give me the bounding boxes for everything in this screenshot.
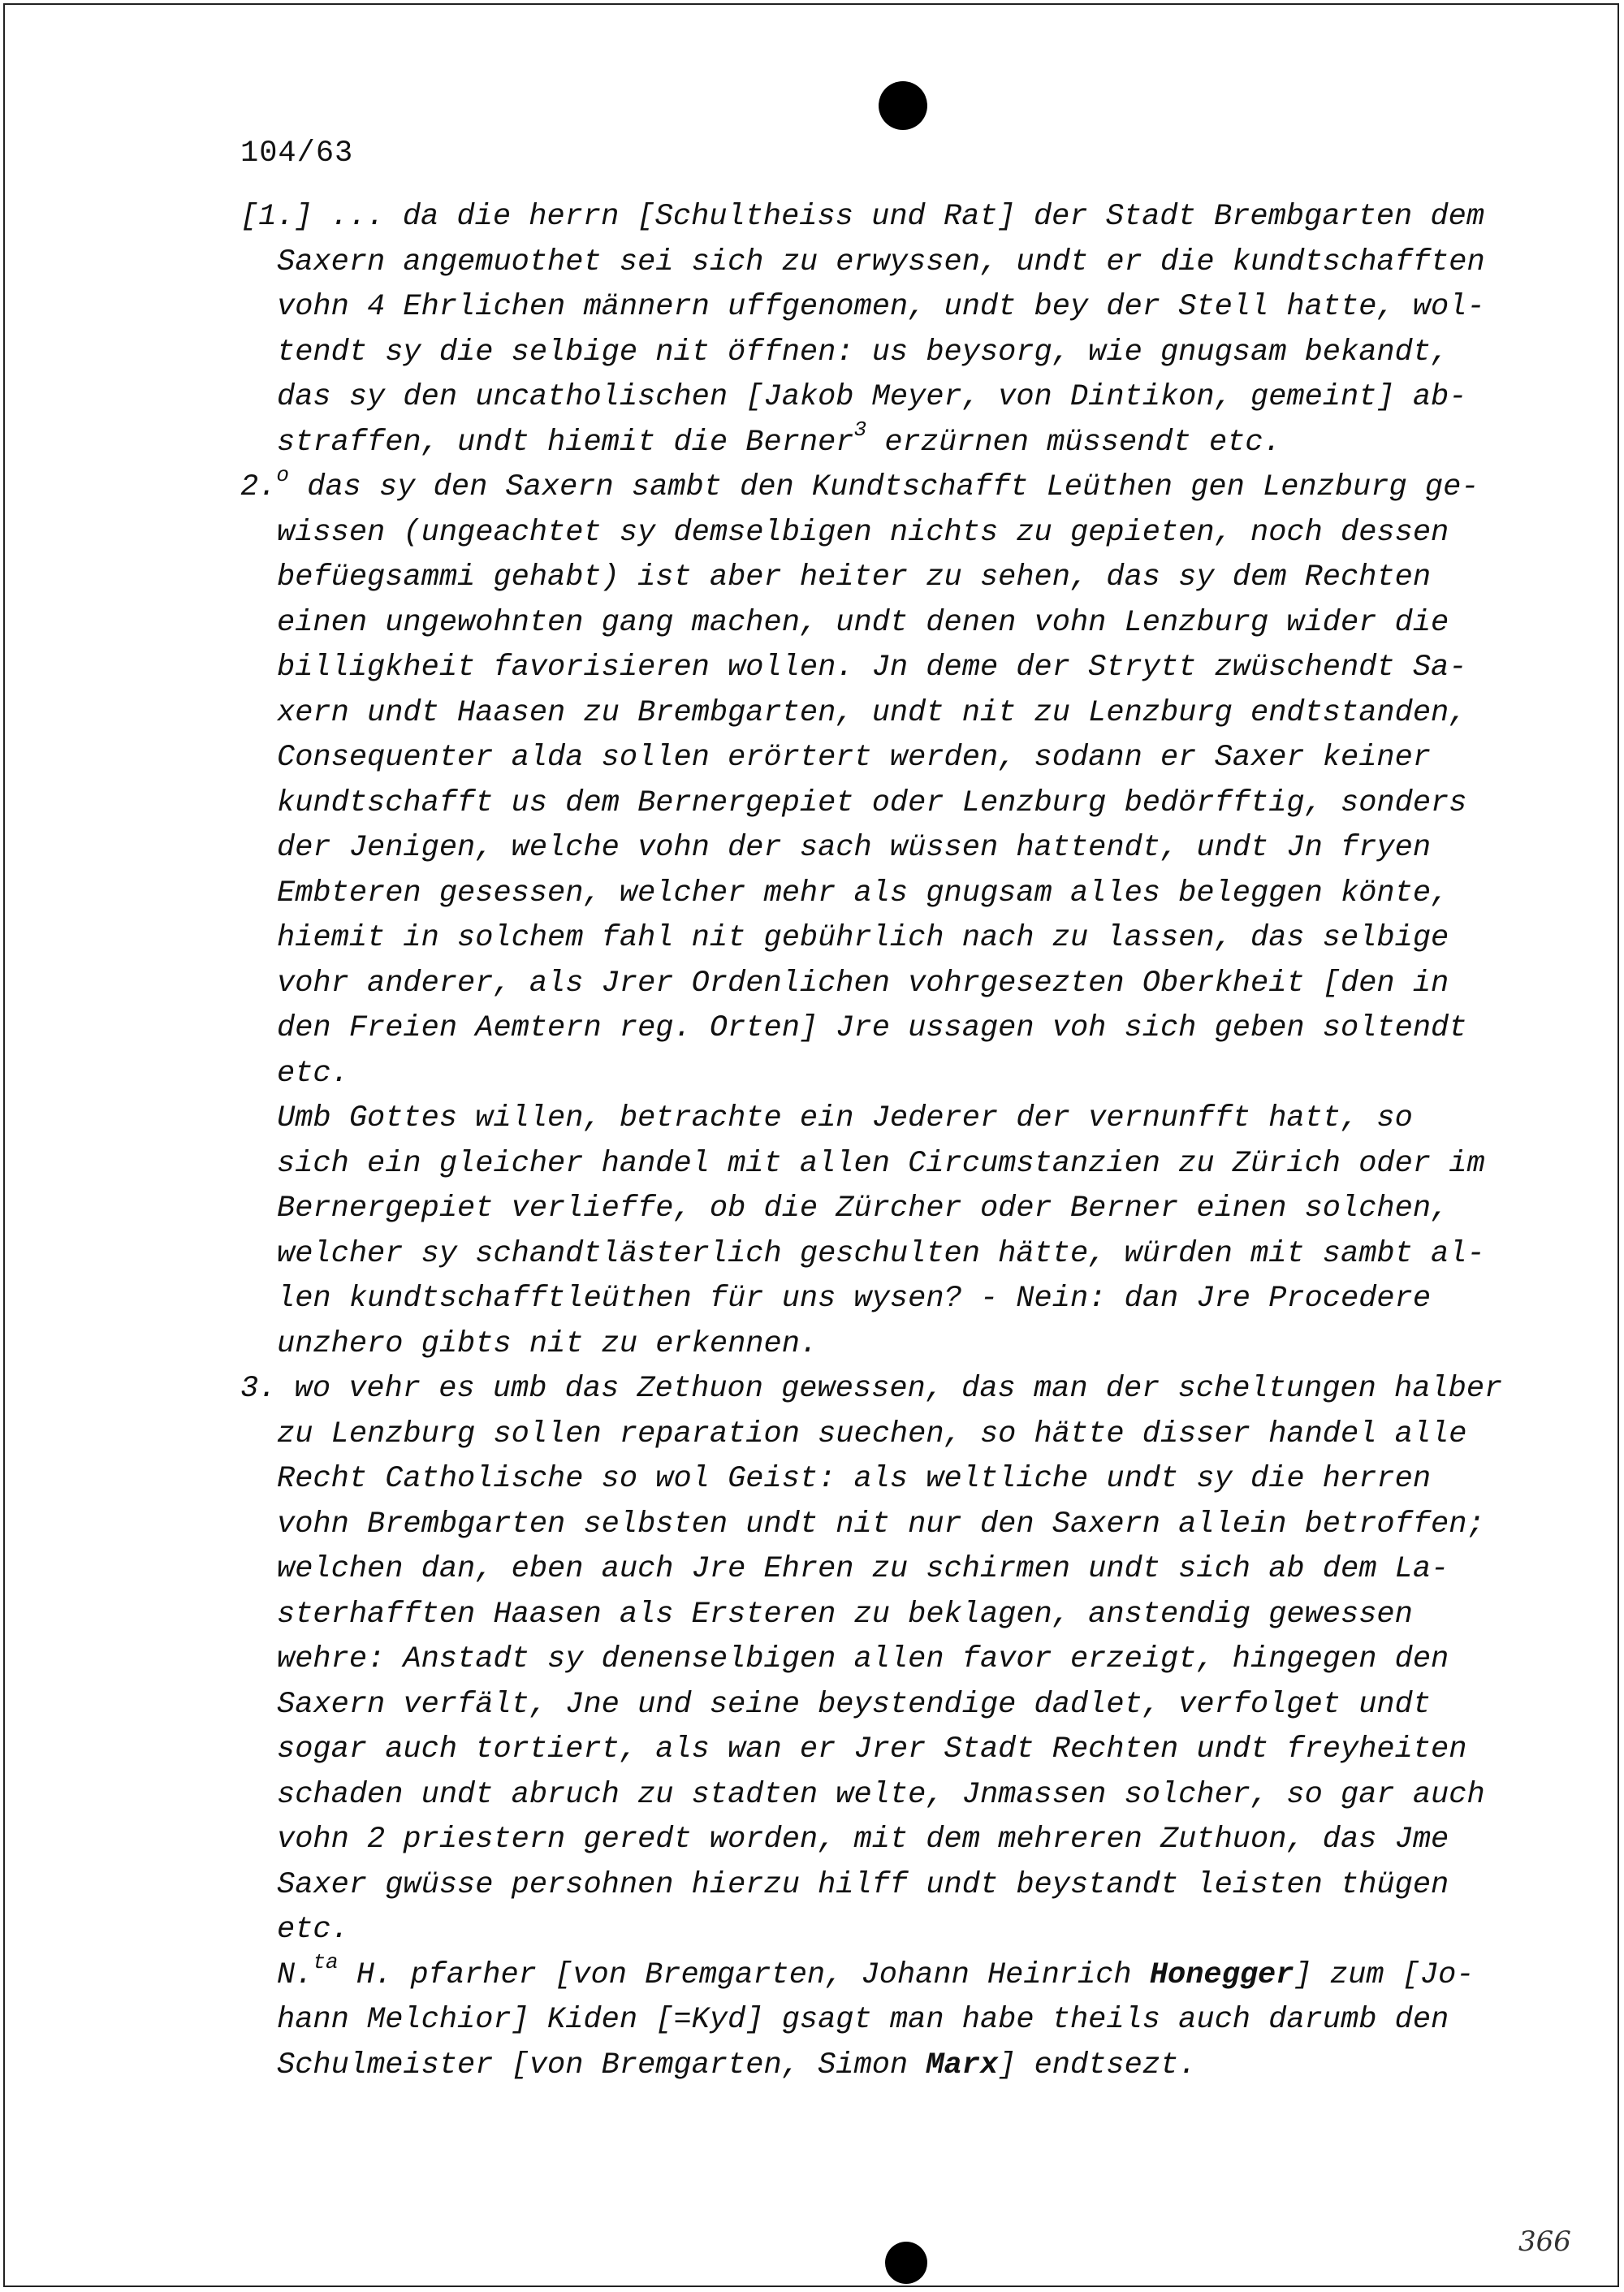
text-line: Saxern angemuothet sei sich zu erwyssen, undt er die kundtschafften	[277, 244, 1485, 279]
text-line: vohn 2 priestern geredt worden, mit dem mehreren Zuthuon, das Jme	[277, 1823, 1449, 1857]
handwritten-folio-number: 366	[1518, 2225, 1571, 2258]
text-line: welcher sy schandtlästerlich geschulten hätte, würden mit sambt al-	[277, 1236, 1485, 1271]
text-line: sterhafften Haasen als Ersteren zu beklagen, anstendig gewessen	[277, 1597, 1413, 1632]
text-line: kundtschafft us dem Bernergepiet oder Lenzburg bedörfftig, sonders	[277, 785, 1467, 820]
text-line: der Jenigen, welche vohn der sach wüssen hattendt, undt Jn fryen	[277, 831, 1432, 865]
text-line: billigkheit favorisieren wollen. Jn deme der Strytt zwüschendt Sa-	[277, 651, 1467, 685]
person-name-bold: Honegger	[1149, 1957, 1294, 1992]
text-line	[240, 417, 1507, 466]
text-line: hann Melchior] Kiden [=Kyd] gsagt man habe theils auch darumb den	[277, 2003, 1449, 2037]
text-line: Umb Gottes willen, betrachte ein Jederer der vernunfft hatt, so	[277, 1101, 1413, 1135]
text-line: hiemit in solchem fahl nit gebührlich nach zu lassen, das selbige	[277, 921, 1449, 955]
text-line: den Freien Aemtern reg. Orten] Jre ussagen voh sich geben soltendt	[277, 1011, 1467, 1045]
text-line: sich ein gleicher handel mit allen Circumstanzien zu Zürich oder im	[277, 1146, 1485, 1181]
text-fragment: erzürnen müssendt etc.	[866, 425, 1281, 460]
text-line	[240, 1950, 1507, 1999]
text-line: zu Lenzburg sollen reparation suechen, so hätte disser handel alle	[277, 1416, 1467, 1451]
text-line: etc.	[277, 1913, 349, 1947]
document-body	[240, 195, 1507, 2088]
text-line: sogar auch tortiert, als wan er Jrer Stadt Rechten undt freyheiten	[277, 1732, 1467, 1767]
text-line: schaden undt abruch zu stadten welte, Jnmassen solcher, so gar auch	[277, 1777, 1485, 1812]
ordinal-marker: o	[276, 462, 290, 487]
text-line: vohr anderer, als Jrer Ordenlichen vohrgesezten Oberkheit [den in	[277, 966, 1449, 1001]
text-fragment: H. pfarher [von Bremgarten, Johann Heinrich	[338, 1957, 1150, 1992]
text-line: wehre: Anstadt sy denenselbigen allen favor erzeigt, hingegen den	[277, 1642, 1449, 1676]
text-line: wissen (ungeachtet sy demselbigen nichts zu gepieten, noch dessen	[277, 515, 1449, 550]
text-line: Saxern verfält, Jne und seine beystendige dadlet, verfolget undt	[277, 1687, 1432, 1722]
punch-hole-top	[879, 81, 927, 130]
text-line: das sy den uncatholischen [Jakob Meyer, von Dintikon, gemeint] ab-	[277, 380, 1467, 414]
text-line: Embteren gesessen, welcher mehr als gnugsam alles beleggen könte,	[277, 876, 1449, 910]
text-line: len kundtschafftleüthen für uns wysen? - Nein: dan Jre Procedere	[277, 1282, 1432, 1316]
text-line: xern undt Haasen zu Brembgarten, undt nit zu Lenzburg endtstanden,	[277, 695, 1467, 730]
item-number: 2.	[240, 470, 277, 504]
punch-hole-bottom	[885, 2242, 927, 2284]
text-fragment: Schulmeister [von Bremgarten, Simon	[277, 2048, 926, 2082]
text-line: Recht Catholische so wol Geist: als weltliche undt sy die herren	[277, 1462, 1432, 1496]
footnote-marker: 3	[853, 417, 867, 443]
text-line: 3. wo vehr es umb das Zethuon gewessen, das man der scheltungen halber	[240, 1372, 1503, 1406]
text-line: welchen dan, eben auch Jre Ehren zu schirmen undt sich ab dem La-	[277, 1552, 1449, 1586]
text-fragment: ] zum [Jo-	[1294, 1957, 1475, 1992]
text-line	[240, 2043, 1507, 2089]
text-fragment: straffen, undt hiemit die Berner	[277, 425, 854, 460]
text-line: Bernergepiet verlieffe, ob die Zürcher oder Berner einen solchen,	[277, 1191, 1449, 1226]
abbreviation-superscript: ta	[313, 1950, 339, 1975]
text-line: einen ungewohnten gang machen, undt denen vohn Lenzburg wider die	[277, 605, 1449, 640]
text-line: etc.	[277, 1056, 349, 1091]
text-line: unzhero gibts nit zu erkennen.	[277, 1326, 818, 1361]
text-line: [1.] ... da die herrn [Schultheiss und Rat] der Stadt Brembgarten dem	[240, 200, 1485, 234]
text-fragment: das sy den Saxern sambt den Kundtschafft Leüthen gen Lenzburg ge-	[289, 470, 1479, 504]
text-fragment: N.	[277, 1957, 313, 1992]
document-reference: 104/63	[240, 136, 354, 171]
text-line: tendt sy die selbige nit öffnen: us beysorg, wie gnugsam bekandt,	[277, 335, 1449, 370]
text-line: vohn 4 Ehrlichen männern uffgenomen, undt bey der Stell hatte, wol-	[277, 290, 1485, 324]
text-line: Consequenter alda sollen erörtert werden, sodann er Saxer keiner	[277, 741, 1432, 775]
text-line	[240, 462, 1507, 511]
text-line: Saxer gwüsse persohnen hierzu hilff undt beystandt leisten thügen	[277, 1867, 1449, 1902]
text-line: vohn Brembgarten selbsten undt nit nur den Saxern allein betroffen;	[277, 1507, 1485, 1542]
text-line: befüegsammi gehabt) ist aber heiter zu sehen, das sy dem Rechten	[277, 560, 1432, 595]
text-fragment: ] endtsezt.	[998, 2048, 1197, 2082]
person-name-bold: Marx	[926, 2048, 999, 2082]
